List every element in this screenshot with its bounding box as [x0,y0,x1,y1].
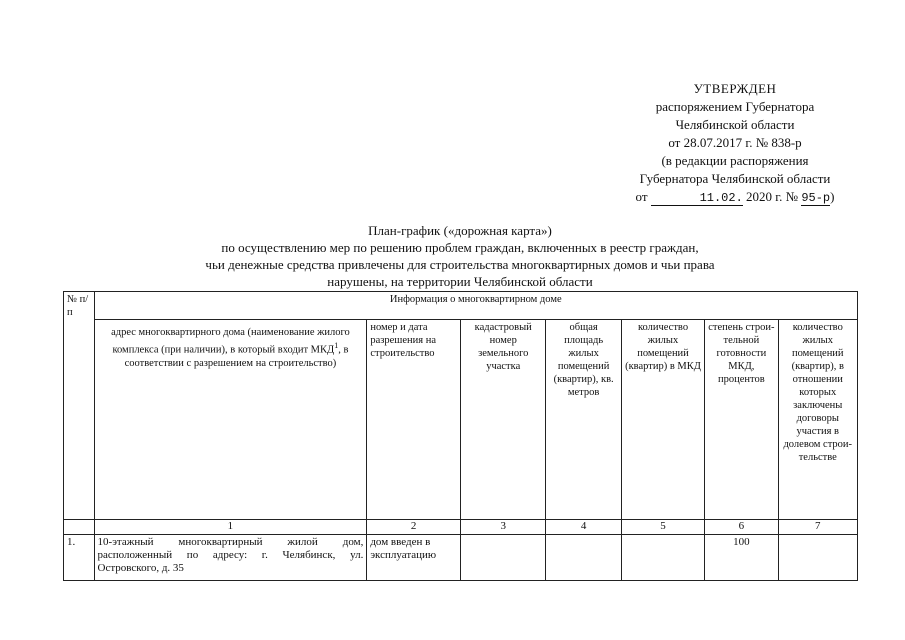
column-number: 6 [705,520,778,535]
approval-line: Губернатора Челябинской области [639,171,831,186]
col5-header-cell [621,320,704,520]
col4-header: общая площадь жилых помещений (квартир), кв. метров [553,322,614,398]
approval-date-line [600,188,870,206]
row-count [621,535,704,581]
approval-date-suffix: ) [830,189,835,204]
footnote-mark: 1 [334,341,339,350]
col1-header-rest: , в соответствии с разрешением на строительство) [124,344,349,369]
column-number: 2 [367,520,461,535]
col3-header: кадастровый номер земельного участка [474,322,532,372]
approval-line: (в редакции распоряжения [661,153,809,168]
column-number: 1 [94,520,367,535]
table-subheader-row [64,320,858,520]
column-numbers-row [64,520,858,535]
col7-header-cell [778,320,857,520]
col6-header-cell [705,320,778,520]
column-number: 7 [778,520,857,535]
table-header-row [64,292,858,320]
row-permit: дом введен в эксплуатацию [367,535,461,581]
row-readiness: 100 [705,535,778,581]
row-number: 1. [64,535,95,581]
approval-date-prefix: от [635,189,648,204]
document-title [140,222,780,290]
approval-date-year: 2020 г. № [746,189,799,204]
approval-stamp [600,80,870,206]
table-row [64,535,858,581]
row-address: 10-этажный многоквартирный жилой дом, расположенный по адресу: г. Челябинск, ул. Островского, д. 35 [94,535,367,581]
num-header-cell [64,292,95,520]
approval-date-day-month: 11.02. [651,191,743,206]
column-number: 3 [460,520,546,535]
col5-header: количество жилых помещений (квартир) в МКД [625,322,701,372]
col1-header: адрес многоквартирного дома (наименование жилого комплекса (при наличии), в который входит МКД [111,327,350,356]
column-number: 4 [546,520,621,535]
num-header: № п/п [67,294,89,318]
row-area [546,535,621,581]
row-cadastral [460,535,546,581]
column-number-cell [64,520,95,535]
title-line: по осуществлению мер по решению проблем граждан, включенных в реестр граждан, [221,240,699,255]
plan-table [63,291,858,581]
approval-line: распоряжением Губернатора [655,99,815,114]
approval-number: 95-р [801,191,831,205]
row-contracts [778,535,857,581]
column-number: 5 [621,520,704,535]
approval-line: Челябинской области [675,117,795,132]
col1-header-cell [94,320,367,520]
group-header-cell [94,292,857,320]
col6-header: степень строи-тельной готовности МКД, процентов [708,322,775,385]
title-line: План-график («дорожная карта») [368,223,552,238]
col2-header-cell [367,320,461,520]
approval-line: от 28.07.2017 г. № 838-р [668,135,802,150]
col4-header-cell [546,320,621,520]
col7-header: количество жилых помещений (квартир), в отношении которых заключены договоры участия в долевом строи-тельстве [783,322,853,463]
col3-header-cell [460,320,546,520]
title-line: чьи денежные средства привлечены для строительства многоквартирных домов и чьи права [205,257,715,272]
approval-heading: УТВЕРЖДЕН [693,81,777,96]
col2-header: номер и дата разрешения на строительство [370,322,437,359]
title-line: нарушены, на территории Челябинской области [327,274,593,289]
group-header: Информация о многоквартирном доме [389,294,562,305]
